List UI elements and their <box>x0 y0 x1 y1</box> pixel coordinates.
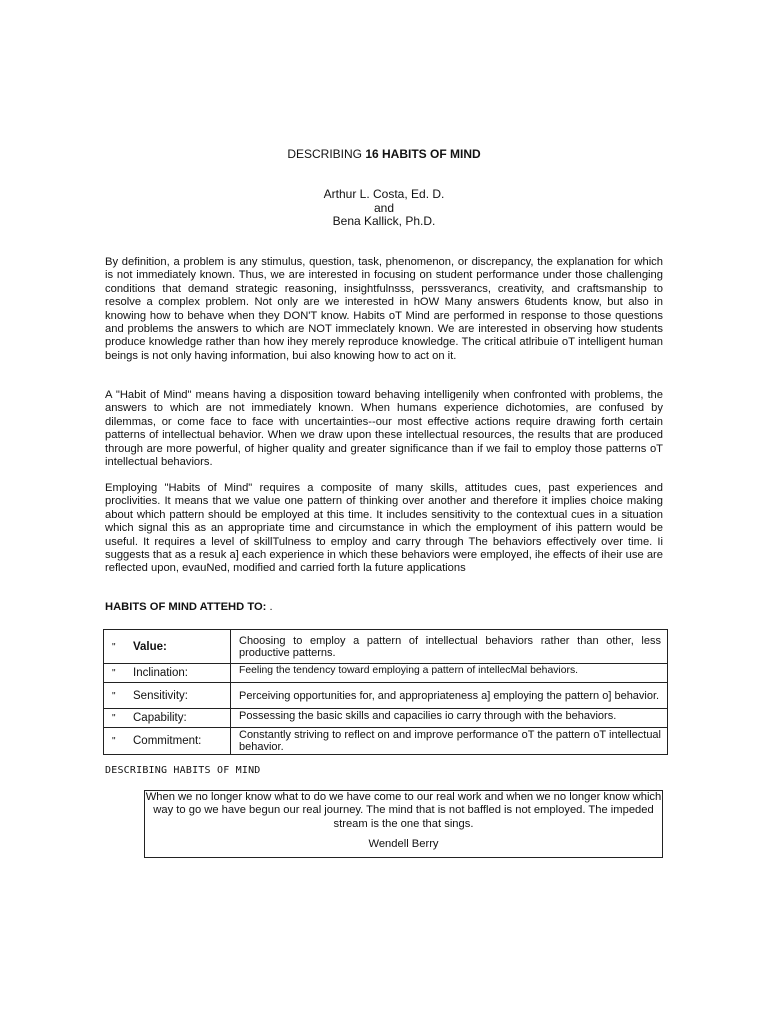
paragraph-definition: By definition, a problem is any stimulus, question, task, phenomenon, or discrepancy, the explanation for which is not immediately known. Thus, we are interested in focusing on student performance under those challenging conditions that demand strategic reasoning, insightfulnsss, perssverancs, creativity, and craftsmanship to resolve a complex problem. Not only are we interested in hOW Many answers 6tudents know, but also in knowing how to behave when they DON'T know. Habits oT Mind are performed in response to those questions and problems the answers to which are NOT immeclately known. We are interested in observing how students produce knowledge rather than how ihey merely reproduce knowledge. The critical atlribuie oT intelligent human beings is not only having information, bui also knowing how to act on it. <box>105 256 663 362</box>
bullet-mark: " <box>112 690 116 702</box>
authors-block <box>0 188 768 229</box>
habits-table <box>103 629 668 755</box>
habit-name-cell <box>104 728 231 755</box>
author-costa: Arthur L. Costa, Ed. D. <box>323 187 445 201</box>
table-row <box>104 728 668 755</box>
habit-name-cell <box>104 630 231 664</box>
quote-box <box>144 790 663 858</box>
habit-description: Constantly striving to reflect on and improve performance oT the pattern oT intellectual behavior. <box>231 728 668 755</box>
attends-heading <box>105 601 273 613</box>
quote-author: Wendell Berry <box>368 838 439 851</box>
bullet-mark: " <box>112 736 116 747</box>
paragraph-habit-meaning: A "Habit of Mind" means having a disposition toward behaving intelligenily when confronted with problems, the answers to which are not immediately known. When humans experience dichotomies, are confused by dilemmas, or come face to face with uncertainties--our most effective actions require drawing forth certain patterns of intellectual behavior. When we draw upon these intellectual resources, the results that are produced through are more powerful, of higher quality and greater significance than if we fail to employ those patterns oT intellectual behaviors. <box>105 389 663 469</box>
bullet-mark: " <box>112 713 116 724</box>
table-row <box>104 664 668 683</box>
habit-name: Commitment: <box>133 735 202 747</box>
bullet-mark: " <box>112 668 116 679</box>
bullet-mark: " <box>112 641 116 653</box>
attends-label: HABITS OF MIND ATTEHD TO: <box>105 601 267 613</box>
quote-text: When we no longer know what to do we have come to our real work and when we no longer know which way to go we have begun our real journey. The mind that is not baffled is not employed. The impeded stream is the one that sings. <box>145 791 662 830</box>
habit-name-cell <box>104 683 231 709</box>
habit-name-cell <box>104 664 231 683</box>
sub-heading: DESCRIBING HABITS OF MIND <box>105 765 261 776</box>
habit-description: Perceiving opportunities for, and appropriateness a] employing the pattern o] behavior. <box>231 683 668 709</box>
title-bold: 16 HABITS OF MIND <box>365 147 481 161</box>
habit-description: Choosing to employ a pattern of intellectual behaviors rather than other, less productive patterns. <box>231 630 668 664</box>
document-title <box>0 147 768 161</box>
attends-suffix: . <box>266 601 273 613</box>
table-row <box>104 630 668 664</box>
author-kallick: Bena Kallick, Ph.D. <box>332 214 436 228</box>
habit-name-cell <box>104 709 231 728</box>
title-prefix: DESCRIBING <box>287 147 366 161</box>
habit-description: Possessing the basic skills and capacilies io carry through with the behaviors. <box>231 709 668 728</box>
habit-name: Value: <box>133 640 167 653</box>
habit-name: Capability: <box>133 712 187 724</box>
habit-description: Feeling the tendency toward employing a pattern of intellecMal behaviors. <box>231 664 668 683</box>
habit-name: Inclination: <box>133 667 188 679</box>
table-row <box>104 683 668 709</box>
author-conjunction: and <box>373 200 395 215</box>
paragraph-employing-habits: Employing "Habits of Mind" requires a composite of many skills, attitudes cues, past experiences and proclivities. It means that we value one pattern of thinking over another and therefore it implies choice making about which pattern should be employed at this time. It includes sensitivity to the contextual cues in a situation which signal this as an appropriate time and circumstance in which the employment of ihis pattern would be useful. It requires a level of skillTulness to employ and carry through The behaviors effectively over time. Ii suggests that as a resuk a] each experience in which these behaviors were employed, ihe effects of iheir use are reflected upon, evauNed, modified and carried forth la future applications <box>105 482 663 575</box>
habit-name: Sensitivity: <box>133 689 188 702</box>
table-row <box>104 709 668 728</box>
